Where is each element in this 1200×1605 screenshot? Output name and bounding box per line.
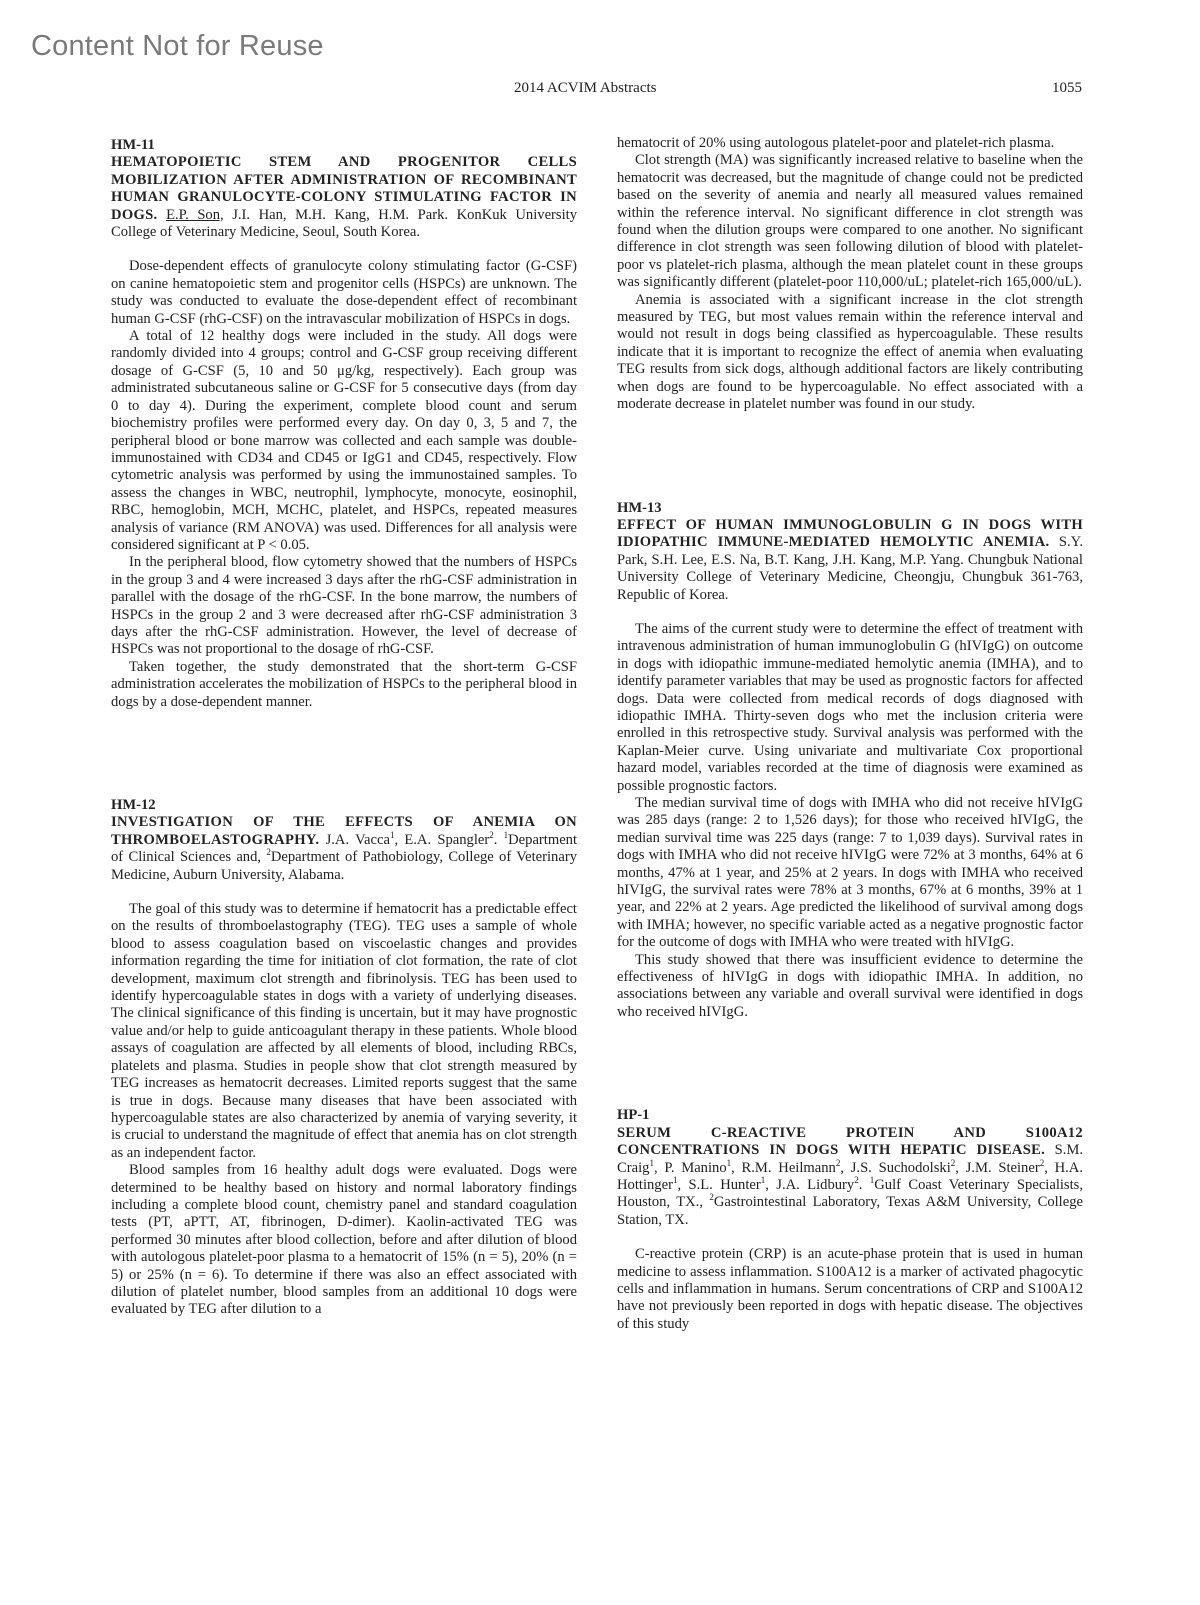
abstract-title: SERUM C-REACTIVE PROTEIN AND S100A12 CONCENTRATIONS IN DOGS WITH HEPATIC DISEASE.: [617, 1124, 1083, 1159]
abstract-hm12: [111, 797, 577, 1319]
affiliation: KonKuk University College of Veterinary Medicine, Seoul, South Korea.: [111, 206, 577, 241]
paragraph: This study showed that there was insufficient evidence to determine the effectiveness of hIVIgG in dogs with idiopathic IMHA. In addition, no associations between any variable and overall survival were identified in dogs who received hIVIgG.: [617, 951, 1083, 1020]
paragraph: Blood samples from 16 healthy adult dogs were evaluated. Dogs were determined to be healthy based on history and normal laboratory findings including a complete blood count, chemistry panel and standard coagulation tests (PT, aPTT, AT, fibrinogen, D-dimer). Kaolin-activated TEG was performed 30 minutes after blood collection, before and after dilution of blood with autologous platelet-poor plasma to a hematocrit of 15% (n = 5), 20% (n = 5) or 25% (n = 6). To determine if there was also an effect associated with dilution of platelet number, blood samples from an additional 10 dogs were evaluated by TEG after dilution to a: [111, 1162, 577, 1318]
abstract-header: [617, 517, 1083, 604]
right-column: [617, 135, 1083, 1333]
left-column: [111, 137, 577, 1319]
paragraph-continued: hematocrit of 20% using autologous platelet-poor and platelet-rich plasma.: [617, 135, 1055, 151]
abstract-header: INVESTIGATION OF THE EFFECTS OF ANEMIA ON THROMBOELASTOGRAPHY. J.A. Vacca$^1$, E.A. Spangler$^2$. $^1$Department of Clinical Sciences and, $^2$Department of Pathobiology, College of Veterinary Medicine, Auburn University, Alabama.: [111, 814, 578, 883]
paragraph: Anemia is associated with a significant increase in the clot strength measured by TEG, but most values remain within the reference interval and would not result in dogs being classified as hypercoagulable. These results indicate that it is important to recognize the effect of anemia when evaluating TEG results from sick dogs, although additional factors are likely contributing when dogs are found to be hypercoagulable. No effect associated with a moderate decrease in platelet number was found in our study.: [617, 291, 1083, 413]
abstract-title: EFFECT OF HUMAN IMMUNOGLOBULIN G IN DOGS WITH IDIOPATHIC IMMUNE-MEDIATED HEMOLYTIC ANEMIA.: [617, 516, 1083, 551]
affiliation: Department of Pathobiology, College of Veterinary Medicine, Auburn University, Alabama.: [111, 849, 577, 883]
abstract-id: HP-1: [617, 1107, 650, 1124]
running-head: [0, 80, 1200, 100]
abstract-hp1: [617, 1107, 1083, 1333]
co-authors: S.H. Lee, E.S. Na, B.T. Kang, J.H. Kang, M.P. Yang.: [651, 551, 964, 568]
authors: [166, 207, 448, 223]
paragraph: The goal of this study was to determine if hematocrit has a predictable effect on the results of thromboelastography (TEG). TEG uses a sample of whole blood to assess coagulation based on viscoelastic changes and provides information regarding the time for initiation of clot formation, the rate of clot development, maximum clot strength and fibrinolysis. TEG has been used to identify hypercoagulable states in dogs with a variety of underlying diseases. The clinical significance of this finding is uncertain, but it may have prognostic value and/or help to guide anticoagulant therapy in these patients. Whole blood assays of coagulation are affected by all elements of blood, including RBCs, platelets and plasma. Studies in people show that clot strength measured by TEG increases as hematocrit decreases. Limited reports suggest that the same is true in dogs. Because many diseases that have been associated with hypercoagulable states are also characterized by anemia of varying severity, it is crucial to understand the magnitude of effect that anemia has on clot strength as an independent factor.: [111, 901, 577, 1161]
abstract-id: HM-12: [111, 797, 156, 813]
paragraph: Dose-dependent effects of granulocyte colony stimulating factor (G-CSF) on canine hematopoietic stem and progenitor cells (HSPCs) are unknown. The study was conducted to evaluate the dose-dependent effect of recombinant human G-CSF (rhG-CSF) on the intravascular mobilization of HSPCs in dogs.: [111, 258, 577, 327]
abstract-header: [111, 154, 577, 241]
affiliation: Department of Clinical Sciences and,: [111, 831, 578, 866]
abstract-header: SERUM C-REACTIVE PROTEIN AND S100A12 CONCENTRATIONS IN DOGS WITH HEPATIC DISEASE. S.M. Craig$^1$, P. Manino$^1$, R.M. Heilmann$^2$, J.S. Suchodolski$^2$, J.M. Steiner$^2$, H.A. Hottinger$^1$, S.L. Hunter$^1$, J.A. Lidbury$^2$. $^1$Gulf Coast Veterinary Specialists, Houston, TX., $^2$Gastrointestinal Laboratory, Texas A&M University, College Station, TX.: [617, 1124, 1083, 1228]
presenting-author: S.Y. Park,: [617, 534, 1083, 568]
journal-title: 2014 ACVIM Abstracts: [514, 80, 657, 96]
affiliation: Chungbuk National University College of Veterinary Medicine, Cheongju, Chungbuk 361-763, Republic of Korea.: [617, 551, 1083, 603]
page-number: 1055: [1052, 80, 1082, 96]
paragraph: A total of 12 healthy dogs were included in the study. All dogs were randomly divided into 4 groups; control and G-CSF group receiving different dosage of G-CSF (5, 10 and 50 μg/kg, respectively). Each group was administrated subcutaneous saline or G-CSF for 5 consecutive days (from day 0 to day 4). During the experiment, complete blood count and serum biochemistry profiles were performed every day. On day 0, 3, 5 and 7, the peripheral blood or bone marrow was collected and each sample was double-immunostained with CD34 and CD45 or IgG1 and CD45, respectively. Flow cytometric analysis was performed by using the immunostained samples. To assess the changes in WBC, neutrophil, lymphocyte, monocyte, eosinophil, RBC, hemoglobin, MCH, MCHC, platelet, and HSPCs, repeated measures analysis of variance (RM ANOVA) was used. Differences for all analysis were considered significant at P < 0.05.: [111, 328, 577, 553]
paragraph: In the peripheral blood, flow cytometry showed that the numbers of HSPCs in the group 3 and 4 were increased 3 days after the rhG-CSF administration in parallel with the dosage of the rhG-CSF. In the bone marrow, the numbers of HSPCs in the group 2 and 3 were decreased after rhG-CSF administration 3 days after the rhG-CSF administration. However, the level of decrease of HSPCs was not proportional to the dosage of rhG-CSF.: [111, 554, 577, 658]
author: J.M. Steiner: [965, 1159, 1040, 1176]
abstract-title: HEMATOPOIETIC STEM AND PROGENITOR CELLS MOBILIZATION AFTER ADMINISTRATION OF RECOMBINANT HUMAN GRANULOCYTE-COLONY STIMULATING FACTOR IN DOGS.: [111, 154, 577, 223]
abstract-hm13: [617, 500, 1083, 1022]
paragraph: Clot strength (MA) was significantly increased relative to baseline when the hematocrit was decreased, but the magnitude of change could not be predicted based on the severity of anemia and nearly all measured values remained within the reference interval. No significant difference in clot strength was found when the dilution groups were compared to one another. No significant difference in clot strength was seen following dilution of blood with platelet-poor vs platelet-rich plasma, although the mean platelet count in these groups was significantly different (platelet-poor 110,000/uL; platelet-rich 165,000/uL).: [617, 152, 1083, 291]
paragraph: The aims of the current study were to determine the effect of treatment with intravenous administration of human immunoglobulin G (hIVIgG) on outcome in dogs with idiopathic immune-mediated hemolytic anemia (IMHA), and to identify parameter variables that may be used as prognostic factors for affected dogs. Data were collected from medical records of dogs diagnosed with idiopathic IMHA. Thirty-seven dogs who met the inclusion criteria were enrolled in this retrospective study. Survival analysis was performed with the Kaplan-Meier curve. Using univariate and multivariate Cox proportional hazard model, variables recorded at the time of diagnosis were examined as possible prognostic factors.: [617, 620, 1083, 794]
affiliation: Gastrointestinal Laboratory, Texas A&M University, College Station, TX.: [617, 1194, 1083, 1228]
abstract-title: INVESTIGATION OF THE EFFECTS OF ANEMIA ON THROMBOELASTOGRAPHY.: [111, 814, 577, 848]
presenting-author: E.A. Spangler: [404, 831, 490, 848]
paragraph: The median survival time of dogs with IMHA who did not receive hIVIgG was 285 days (range: 2 to 1,526 days); for those who received hIVIgG, the median survival time was 225 days (range: 7 to 1,039 days). Survival rates in dogs with IMHA who did not receive hIVIgG were 72% at 3 months, 64% at 6 months, 47% at 1 year, and 25% at 2 years. In dogs with IMHA who received hIVIgG, the survival rates were 78% at 3 months, 67% at 6 months, 39% at 1 year, and 22% at 2 years. Age predicted the likelihood of survival among dogs with IMHA; however, no specific variable acted as a negative prognostic factor for the outcome of dogs with IMHA who were treated with hIVIgG.: [617, 795, 1083, 951]
presenting-author: S.M. Craig: [617, 1142, 1083, 1176]
affiliation: Gulf Coast Veterinary Specialists, Houston, TX.,: [617, 1176, 1083, 1211]
abstract-hm11: [111, 137, 577, 711]
abstract-id: HM-13: [617, 499, 662, 516]
abstract-id: HM-11: [111, 137, 155, 153]
watermark: Content Not for Reuse: [31, 30, 324, 62]
co-authors: J.I. Han, M.H. Kang, H.M. Park.: [232, 206, 449, 223]
paragraph: Taken together, the study demonstrated that the short-term G-CSF administration accelerates the mobilization of HSPCs to the peripheral blood in dogs by a dose-dependent manner.: [111, 658, 577, 710]
author: J.A. Vacca: [325, 831, 390, 848]
presenting-author: E.P. Son,: [166, 206, 224, 223]
paragraph: C-reactive protein (CRP) is an acute-phase protein that is used in human medicine to assess inflammation. S100A12 is a marker of activated phagocytic cells and inflammation in humans. Serum concentrations of CRP and S100A12 have not previously been reported in dogs with hepatic disease. The objectives of this study: [617, 1246, 1083, 1332]
